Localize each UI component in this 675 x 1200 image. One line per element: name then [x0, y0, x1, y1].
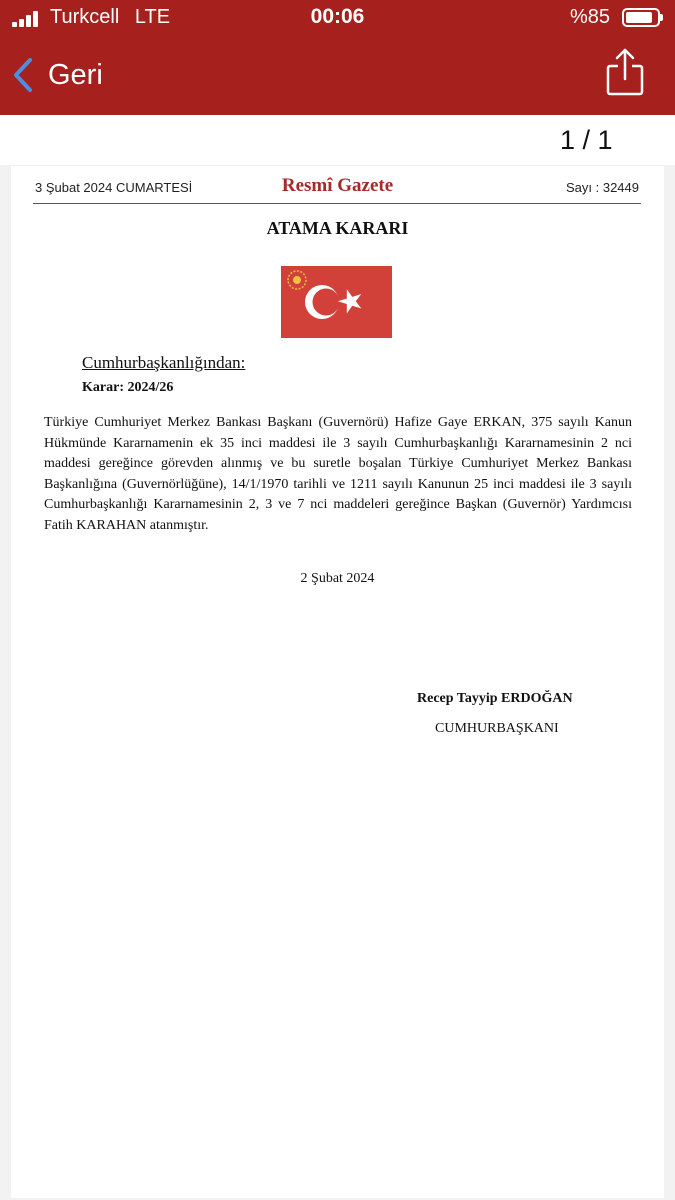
page-counter-strip [0, 115, 675, 165]
decision-number: Karar: 2024/26 [82, 380, 174, 395]
share-icon[interactable] [602, 46, 648, 98]
network-type: LTE [134, 6, 171, 28]
decision-date: 2 Şubat 2024 [300, 571, 375, 586]
turkish-flag-image [281, 266, 392, 338]
back-label: Geri [48, 58, 103, 91]
gazette-date: 3 Şubat 2024 CUMARTESİ [35, 180, 193, 195]
signer-title: CUMHURBAŞKANI [435, 721, 559, 736]
document-title: ATAMA KARARI [266, 218, 409, 238]
header-divider [33, 203, 641, 204]
status-time: 00:06 [310, 5, 365, 28]
back-button[interactable] [10, 52, 103, 98]
document-page[interactable] [11, 166, 664, 1198]
gazette-title: Resmî Gazete [281, 175, 394, 196]
chevron-left-icon [10, 55, 38, 95]
page-counter: 1 / 1 [560, 125, 613, 155]
battery-percent: %85 [570, 6, 611, 28]
signer-name: Recep Tayyip ERDOĞAN [417, 691, 573, 706]
issuer-label: Cumhurbaşkanlığından: [82, 353, 246, 372]
battery-icon [622, 8, 660, 27]
top-bar [0, 0, 675, 115]
decision-body-text: Türkiye Cumhuriyet Merkez Bankası Başkanı (Guvernörü) Hafize Gaye ERKAN, 375 sayılı Kanun Hükmünde Kararnamenin ek 35 inci maddesi ile 3 sayılı Cumhurbaşkanlığı Kararnamesinin 2 nci maddesi gereğince görevden alınmış ve bu suretle boşalan Türkiye Cumhuriyet Merkez Bankası Başkanlığına (Guvernörlüğüne), 14/1/1970 tarihli ve 1211 sayılı Kanunun 25 inci maddesi ile 3 sayılı Cumhurbaşkanlığı Kararnamesinin 2, 3 ve 7 nci maddeleri gereğince Başkan (Guvernör) Yardımcısı Fatih KARAHAN atanmıştır. [44, 415, 632, 533]
status-bar [0, 0, 675, 36]
gazette-issue-number: Sayı : 32449 [566, 180, 639, 195]
carrier-name: Turkcell [50, 6, 120, 28]
